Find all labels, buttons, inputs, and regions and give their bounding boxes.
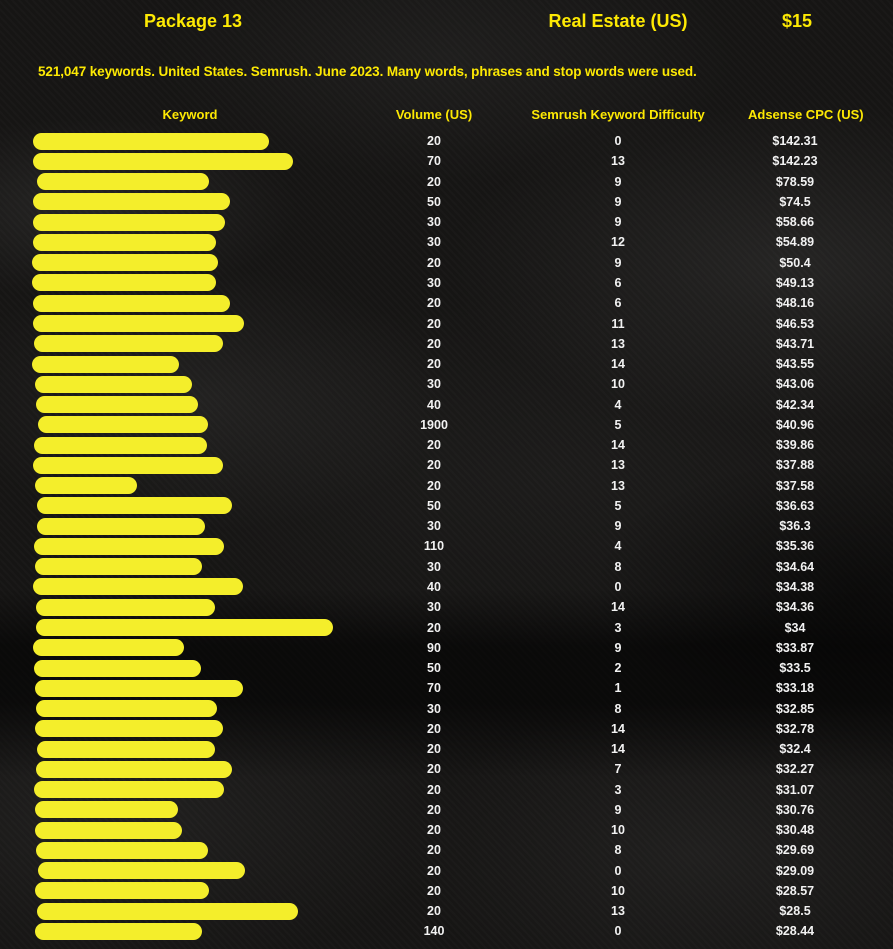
difficulty-cell: 8	[614, 701, 622, 716]
cpc-cell: $35.36	[775, 539, 815, 554]
cpc-cell: $39.86	[775, 438, 815, 453]
cpc-cell: $43.06	[775, 377, 815, 392]
volume-cell: 30	[427, 377, 441, 392]
keyword-cell	[0, 234, 380, 251]
table-row	[0, 719, 893, 739]
difficulty-cell: 4	[614, 539, 622, 554]
keyword-cell	[0, 376, 380, 393]
cpc-cell: $37.58	[775, 478, 815, 493]
cpc-cell: $32.85	[775, 701, 815, 716]
cpc-cell: $49.13	[775, 275, 815, 290]
column-header-volume: Volume (US)	[395, 106, 473, 122]
table-row	[0, 334, 893, 354]
volume-cell: 20	[427, 863, 441, 878]
table-row	[0, 780, 893, 800]
difficulty-cell: 3	[614, 782, 622, 797]
redacted-keyword-bar	[35, 801, 178, 818]
redacted-keyword-bar	[33, 295, 230, 312]
keyword-cell	[0, 882, 380, 899]
redacted-keyword-bar	[35, 822, 182, 839]
redacted-keyword-bar	[37, 173, 209, 190]
redacted-keyword-bar	[33, 133, 269, 150]
redacted-keyword-bar	[34, 538, 224, 555]
volume-cell: 90	[427, 640, 441, 655]
cpc-cell: $43.71	[775, 336, 815, 351]
keyword-cell	[0, 801, 380, 818]
difficulty-cell: 12	[611, 235, 625, 250]
keyword-cell	[0, 193, 380, 210]
cpc-cell: $32.78	[775, 721, 815, 736]
redacted-keyword-bar	[34, 437, 207, 454]
volume-cell: 30	[427, 519, 441, 534]
cpc-cell: $28.57	[775, 883, 815, 898]
redacted-keyword-bar	[35, 477, 137, 494]
cpc-cell: $33.5	[779, 661, 811, 676]
table-row	[0, 172, 893, 192]
table-row	[0, 840, 893, 860]
difficulty-cell: 9	[614, 640, 622, 655]
keyword-cell	[0, 416, 380, 433]
cpc-cell: $36.63	[775, 498, 815, 513]
keyword-cell	[0, 741, 380, 758]
keyword-cell	[0, 254, 380, 271]
cpc-cell: $142.23	[772, 154, 818, 169]
redacted-keyword-bar	[34, 660, 201, 677]
table-row	[0, 638, 893, 658]
volume-cell: 30	[427, 559, 441, 574]
keyword-cell	[0, 619, 380, 636]
difficulty-cell: 7	[614, 762, 622, 777]
table-row	[0, 435, 893, 455]
redacted-keyword-bar	[36, 396, 198, 413]
redacted-keyword-bar	[36, 842, 208, 859]
keyword-cell	[0, 518, 380, 535]
difficulty-cell: 6	[614, 296, 622, 311]
difficulty-cell: 14	[611, 438, 625, 453]
keyword-cell	[0, 599, 380, 616]
keyword-cell	[0, 842, 380, 859]
table-row	[0, 374, 893, 394]
redacted-keyword-bar	[34, 335, 223, 352]
volume-cell: 20	[427, 904, 441, 919]
difficulty-cell: 8	[614, 843, 622, 858]
cpc-cell: $36.3	[779, 519, 811, 534]
keyword-cell	[0, 660, 380, 677]
cpc-cell: $29.69	[775, 843, 815, 858]
volume-cell: 30	[427, 275, 441, 290]
difficulty-cell: 9	[614, 174, 622, 189]
table-row	[0, 536, 893, 556]
difficulty-cell: 0	[614, 863, 622, 878]
cpc-cell: $50.4	[779, 255, 811, 270]
cpc-cell: $30.76	[775, 802, 815, 817]
volume-cell: 20	[427, 134, 441, 149]
keyword-cell	[0, 335, 380, 352]
redacted-keyword-bar	[37, 497, 232, 514]
difficulty-cell: 9	[614, 802, 622, 817]
keyword-cell	[0, 396, 380, 413]
difficulty-cell: 0	[614, 579, 622, 594]
volume-cell: 20	[427, 357, 441, 372]
keyword-cell	[0, 761, 380, 778]
volume-cell: 20	[427, 823, 441, 838]
volume-cell: 20	[427, 802, 441, 817]
difficulty-cell: 3	[614, 620, 622, 635]
table-row	[0, 293, 893, 313]
table-body	[0, 131, 893, 942]
redacted-keyword-bar	[33, 639, 184, 656]
redacted-keyword-bar	[32, 356, 179, 373]
volume-cell: 30	[427, 215, 441, 230]
table-row	[0, 253, 893, 273]
keyword-cell	[0, 173, 380, 190]
table-row	[0, 739, 893, 759]
difficulty-cell: 0	[614, 924, 622, 939]
volume-cell: 50	[427, 661, 441, 676]
table-row	[0, 354, 893, 374]
cpc-cell: $74.5	[779, 194, 811, 209]
cpc-cell: $31.07	[775, 782, 815, 797]
redacted-keyword-bar	[36, 761, 232, 778]
redacted-keyword-bar	[33, 578, 243, 595]
volume-cell: 20	[427, 620, 441, 635]
redacted-keyword-bar	[33, 234, 216, 251]
table-row	[0, 658, 893, 678]
cpc-cell: $34	[784, 620, 806, 635]
redacted-keyword-bar	[35, 680, 243, 697]
table-row	[0, 597, 893, 617]
difficulty-cell: 4	[614, 397, 622, 412]
volume-cell: 20	[427, 174, 441, 189]
keyword-cell	[0, 437, 380, 454]
table-row	[0, 455, 893, 475]
difficulty-cell: 2	[614, 661, 622, 676]
difficulty-cell: 10	[611, 823, 625, 838]
table-row	[0, 212, 893, 232]
difficulty-cell: 5	[614, 498, 622, 513]
keyword-cell	[0, 639, 380, 656]
difficulty-cell: 10	[611, 377, 625, 392]
keyword-cell	[0, 295, 380, 312]
cpc-cell: $29.09	[775, 863, 815, 878]
redacted-keyword-bar	[35, 558, 202, 575]
difficulty-cell: 14	[611, 600, 625, 615]
cpc-cell: $30.48	[775, 823, 815, 838]
difficulty-cell: 9	[614, 255, 622, 270]
table-row	[0, 394, 893, 414]
volume-cell: 20	[427, 438, 441, 453]
redacted-keyword-bar	[35, 376, 192, 393]
keyword-cell	[0, 720, 380, 737]
keyword-cell	[0, 153, 380, 170]
keyword-cell	[0, 578, 380, 595]
volume-cell: 20	[427, 721, 441, 736]
difficulty-cell: 11	[611, 316, 625, 331]
keyword-cell	[0, 477, 380, 494]
cpc-cell: $34.36	[775, 600, 815, 615]
table-row	[0, 617, 893, 637]
table-row	[0, 820, 893, 840]
volume-cell: 50	[427, 498, 441, 513]
volume-cell: 30	[427, 235, 441, 250]
cpc-cell: $46.53	[775, 316, 815, 331]
table-row	[0, 881, 893, 901]
difficulty-cell: 0	[614, 134, 622, 149]
keyword-cell	[0, 356, 380, 373]
redacted-keyword-bar	[32, 254, 218, 271]
difficulty-cell: 14	[611, 742, 625, 757]
volume-cell: 1900	[420, 417, 448, 432]
difficulty-cell: 9	[614, 194, 622, 209]
cpc-cell: $32.27	[775, 762, 815, 777]
redacted-keyword-bar	[38, 416, 208, 433]
niche-title: Real Estate (US)	[548, 11, 688, 31]
cpc-cell: $34.64	[775, 559, 815, 574]
table-row	[0, 901, 893, 921]
difficulty-cell: 14	[611, 721, 625, 736]
redacted-keyword-bar	[36, 599, 215, 616]
column-header-keyword: Keyword	[162, 106, 218, 122]
cpc-cell: $40.96	[775, 417, 815, 432]
keyword-cell	[0, 274, 380, 291]
table-row	[0, 232, 893, 252]
redacted-keyword-bar	[37, 903, 298, 920]
redacted-keyword-bar	[33, 153, 293, 170]
difficulty-cell: 14	[611, 357, 625, 372]
volume-cell: 20	[427, 843, 441, 858]
volume-cell: 20	[427, 478, 441, 493]
redacted-keyword-bar	[33, 214, 225, 231]
redacted-keyword-bar	[36, 619, 333, 636]
table-row	[0, 131, 893, 151]
table-row	[0, 151, 893, 171]
volume-cell: 110	[423, 539, 445, 554]
table-header-row	[0, 104, 893, 124]
redacted-keyword-bar	[35, 720, 223, 737]
table-row	[0, 415, 893, 435]
volume-cell: 20	[427, 782, 441, 797]
volume-cell: 70	[427, 154, 441, 169]
volume-cell: 20	[427, 458, 441, 473]
volume-cell: 20	[427, 762, 441, 777]
cpc-cell: $33.18	[775, 681, 815, 696]
keyword-cell	[0, 457, 380, 474]
keyword-cell	[0, 822, 380, 839]
cpc-cell: $142.31	[772, 134, 818, 149]
volume-cell: 30	[427, 701, 441, 716]
volume-cell: 30	[427, 600, 441, 615]
keyword-cell	[0, 538, 380, 555]
table-row	[0, 496, 893, 516]
difficulty-cell: 13	[611, 336, 625, 351]
keyword-cell	[0, 903, 380, 920]
cpc-cell: $54.89	[775, 235, 815, 250]
redacted-keyword-bar	[37, 518, 205, 535]
difficulty-cell: 6	[614, 275, 622, 290]
table-row	[0, 273, 893, 293]
keyword-cell	[0, 680, 380, 697]
redacted-keyword-bar	[33, 315, 244, 332]
cpc-cell: $33.87	[775, 640, 815, 655]
cpc-cell: $58.66	[775, 215, 815, 230]
difficulty-cell: 10	[611, 883, 625, 898]
volume-cell: 20	[427, 296, 441, 311]
keyword-cell	[0, 700, 380, 717]
volume-cell: 20	[427, 255, 441, 270]
redacted-keyword-bar	[35, 882, 209, 899]
difficulty-cell: 13	[611, 154, 625, 169]
volume-cell: 40	[427, 397, 441, 412]
volume-cell: 50	[427, 194, 441, 209]
table-row	[0, 921, 893, 941]
package-title: Package 13	[143, 11, 243, 31]
keyword-cell	[0, 214, 380, 231]
volume-cell: 140	[423, 924, 445, 939]
volume-cell: 20	[427, 336, 441, 351]
subtitle-text: 521,047 keywords. United States. Semrush. June 2023. Many words, phrases and stop words were used.	[38, 64, 697, 79]
cpc-cell: $28.44	[775, 924, 815, 939]
volume-cell: 40	[427, 579, 441, 594]
price-label: $15	[781, 11, 813, 31]
keyword-cell	[0, 923, 380, 940]
redacted-keyword-bar	[34, 781, 224, 798]
table-row	[0, 516, 893, 536]
keyword-cell	[0, 558, 380, 575]
table-row	[0, 678, 893, 698]
keyword-cell	[0, 497, 380, 514]
cpc-cell: $48.16	[775, 296, 815, 311]
table-row	[0, 800, 893, 820]
redacted-keyword-bar	[35, 923, 202, 940]
table-row	[0, 557, 893, 577]
volume-cell: 20	[427, 883, 441, 898]
table-row	[0, 759, 893, 779]
difficulty-cell: 9	[614, 215, 622, 230]
keyword-cell	[0, 862, 380, 879]
redacted-keyword-bar	[33, 193, 230, 210]
cpc-cell: $32.4	[779, 742, 811, 757]
table-row	[0, 476, 893, 496]
redacted-keyword-bar	[37, 741, 215, 758]
column-header-difficulty: Semrush Keyword Difficulty	[531, 106, 705, 122]
table-row	[0, 313, 893, 333]
cpc-cell: $34.38	[775, 579, 815, 594]
cpc-cell: $28.5	[779, 904, 811, 919]
difficulty-cell: 13	[611, 458, 625, 473]
keyword-cell	[0, 315, 380, 332]
difficulty-cell: 13	[611, 904, 625, 919]
column-header-cpc: Adsense CPC (US)	[748, 106, 864, 122]
table-row	[0, 698, 893, 718]
volume-cell: 20	[427, 316, 441, 331]
table-row	[0, 577, 893, 597]
cpc-cell: $78.59	[775, 174, 815, 189]
table-row	[0, 192, 893, 212]
difficulty-cell: 1	[614, 681, 622, 696]
table-row	[0, 861, 893, 881]
keyword-cell	[0, 133, 380, 150]
cpc-cell: $43.55	[775, 357, 815, 372]
redacted-keyword-bar	[33, 457, 223, 474]
keyword-cell	[0, 781, 380, 798]
cpc-cell: $37.88	[775, 458, 815, 473]
redacted-keyword-bar	[36, 700, 217, 717]
volume-cell: 20	[427, 742, 441, 757]
difficulty-cell: 8	[614, 559, 622, 574]
redacted-keyword-bar	[32, 274, 216, 291]
difficulty-cell: 13	[611, 478, 625, 493]
volume-cell: 70	[427, 681, 441, 696]
difficulty-cell: 9	[614, 519, 622, 534]
redacted-keyword-bar	[38, 862, 245, 879]
difficulty-cell: 5	[614, 417, 622, 432]
cpc-cell: $42.34	[775, 397, 815, 412]
